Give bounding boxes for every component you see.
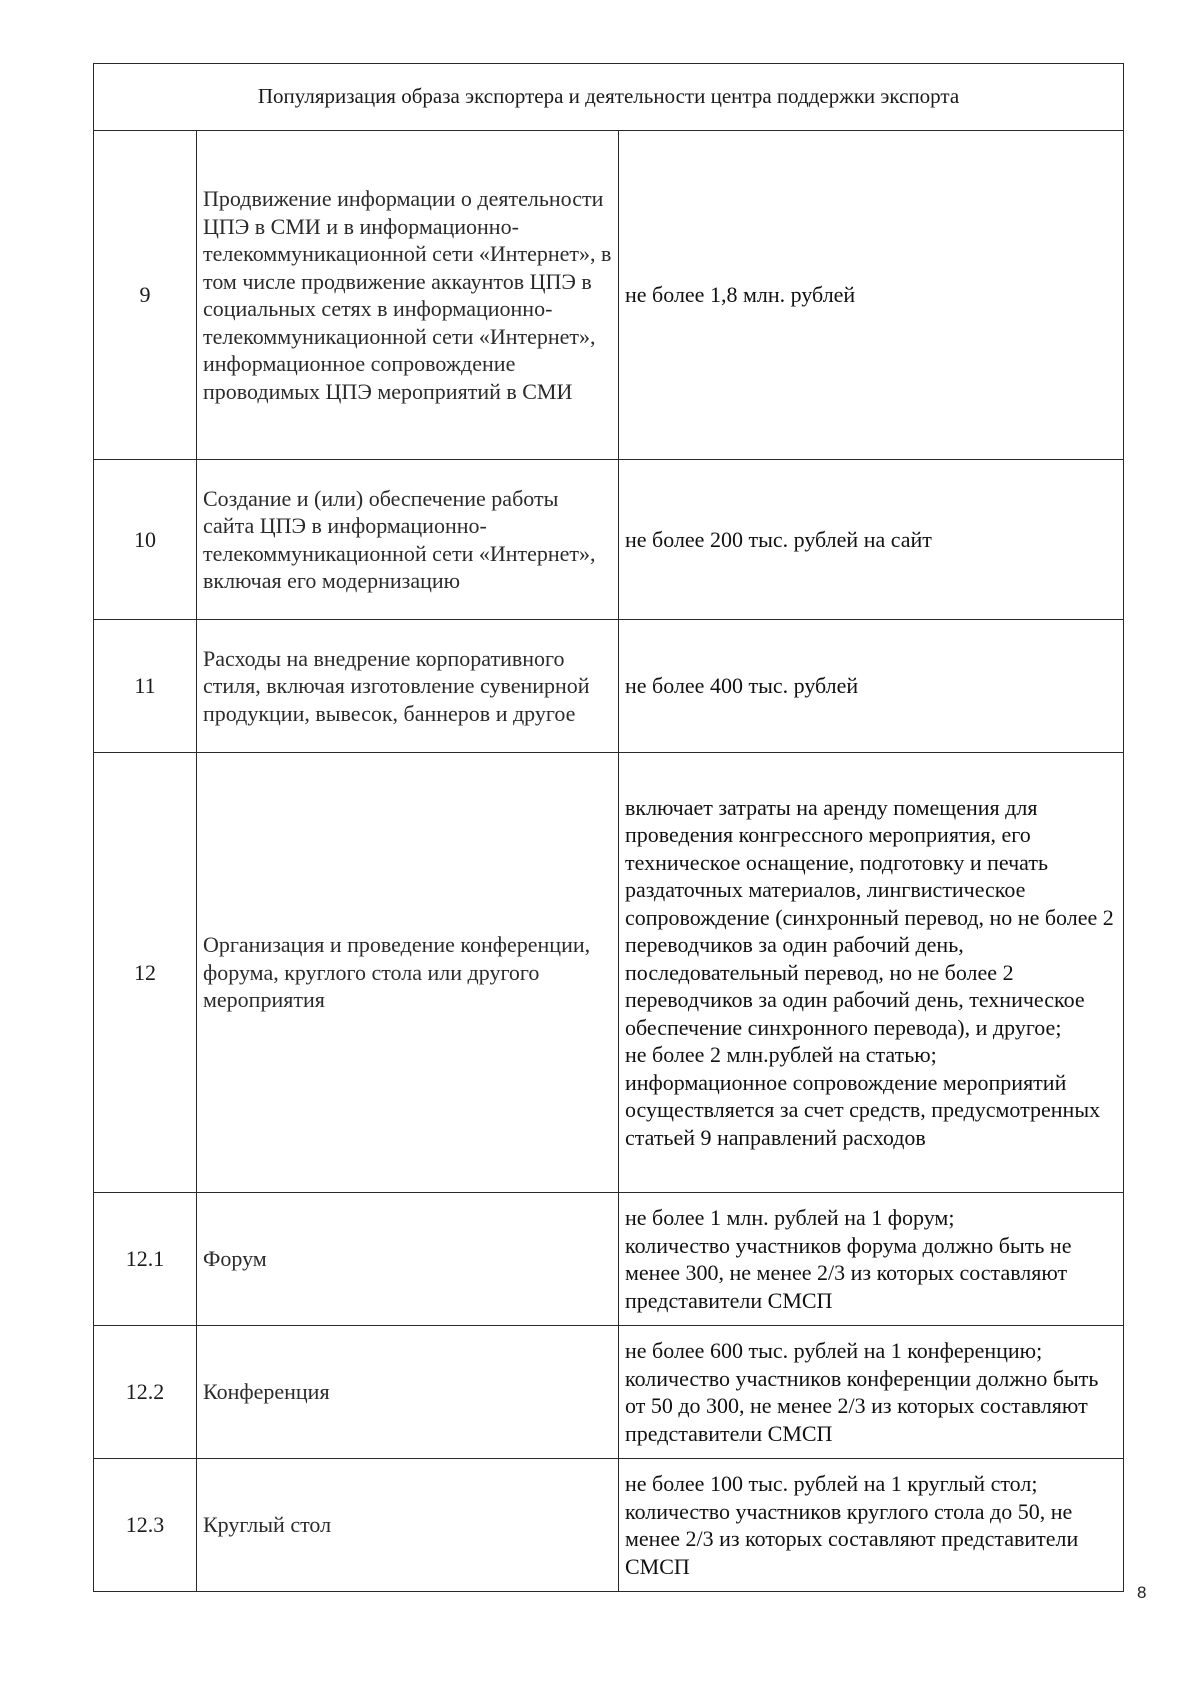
table-row [94,1193,1124,1326]
page-number: 8 [1137,1583,1147,1602]
expense-limit: не более 600 тыс. рублей на 1 конференцию; количество участников конференции должно быть от 50 до 300, не менее 2/3 из которых составляют представители СМСП [619,1326,1124,1459]
row-number: 12 [94,753,197,1193]
expense-description: Расходы на внедрение корпоративного стиля, включая изготовление сувенирной продукции, вывесок, баннеров и другое [197,620,619,753]
table-row [94,753,1124,1193]
expense-description: Конференция [197,1326,619,1459]
section-title: Популяризация образа экспортера и деятельности центра поддержки экспорта [94,64,1124,131]
expense-limit: не более 100 тыс. рублей на 1 круглый стол; количество участников круглого стола до 50, не менее 2/3 из которых составляют представители СМСП [619,1459,1124,1592]
expense-limit: не более 400 тыс. рублей [619,620,1124,753]
row-number: 12.2 [94,1326,197,1459]
expense-description: Круглый стол [197,1459,619,1592]
table-row [94,620,1124,753]
expense-description: Организация и проведение конференции, форума, круглого стола или другого мероприятия [197,753,619,1193]
table-row [94,460,1124,620]
row-number: 12.3 [94,1459,197,1592]
expense-table [93,63,1124,1592]
expense-limit: включает затраты на аренду помещения для проведения конгрессного мероприятия, его техническое оснащение, подготовку и печать раздаточных материалов, лингвистическое сопровождение (синхронный перевод, но не более 2 переводчиков за один рабочий день, последовательный перевод, но не более 2 переводчиков за один рабочий день, техническое обеспечение синхронного перевода), и другое; не более 2 млн.рублей на статью; информационное сопровождение мероприятий осуществляется за счет средств, предусмотренных статьей 9 направлений расходов [619,753,1124,1193]
table-row [94,1459,1124,1592]
expense-description: Создание и (или) обеспечение работы сайта ЦПЭ в информационно-телекоммуникационной сети «Интернет», включая его модернизацию [197,460,619,620]
expense-description: Продвижение информации о деятельности ЦПЭ в СМИ и в информационно-телекоммуникационной сети «Интернет», в том числе продвижение аккаунтов ЦПЭ в социальных сетях в информационно-телекоммуникационной сети «Интернет», информационное сопровождение проводимых ЦПЭ мероприятий в СМИ [197,131,619,460]
expense-limit: не более 1 млн. рублей на 1 форум; количество участников форума должно быть не менее 300, не менее 2/3 из которых составляют представители СМСП [619,1193,1124,1326]
row-number: 9 [94,131,197,460]
row-number: 10 [94,460,197,620]
row-number: 12.1 [94,1193,197,1326]
table-row [94,131,1124,460]
section-header-row [94,64,1124,131]
expense-description: Форум [197,1193,619,1326]
table-row [94,1326,1124,1459]
row-number: 11 [94,620,197,753]
expense-limit: не более 1,8 млн. рублей [619,131,1124,460]
expense-limit: не более 200 тыс. рублей на сайт [619,460,1124,620]
